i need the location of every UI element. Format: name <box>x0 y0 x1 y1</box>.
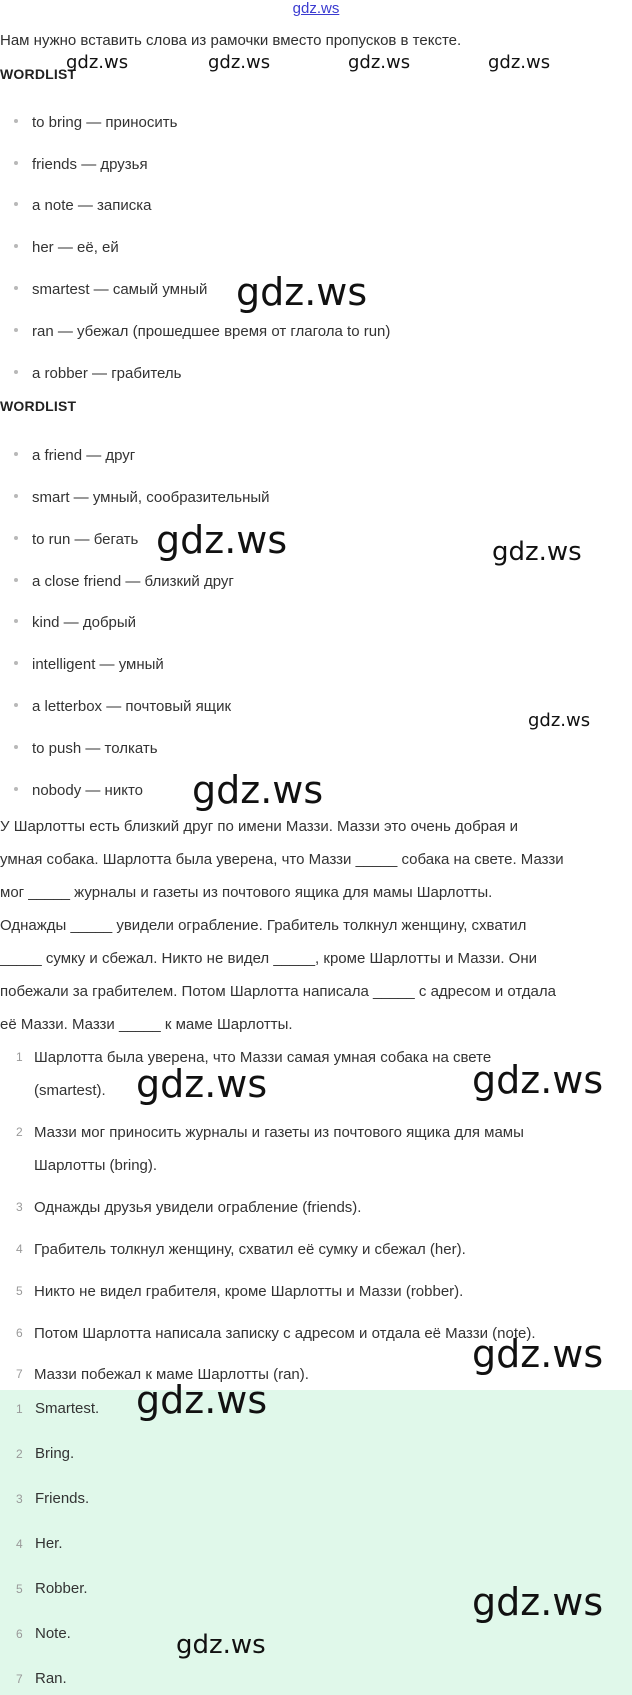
bullet-icon <box>14 745 18 749</box>
bullet-icon <box>14 494 18 498</box>
watermark: gdz.ws <box>66 52 129 73</box>
numbered-item <box>0 1275 610 1308</box>
answer-text: Note. <box>35 1625 71 1642</box>
item-text: (smartest). <box>34 1082 106 1099</box>
paragraph-line: Однажды _____ увидели ограбление. Грабитель толкнул женщину, схватил <box>0 917 527 934</box>
answer-text: Ran. <box>35 1670 67 1687</box>
bullet-icon <box>14 119 18 123</box>
answer-text: Her. <box>35 1535 63 1552</box>
watermark: gdz.ws <box>176 1630 266 1660</box>
answers-panel <box>0 1390 632 1695</box>
item-number: 1 <box>16 1050 23 1064</box>
watermark: gdz.ws <box>348 52 411 73</box>
wordlist-2-item: kind — добрый <box>14 614 136 631</box>
answer-number: 7 <box>16 1672 23 1686</box>
answer-text: Smartest. <box>35 1400 100 1417</box>
intro-text: Нам нужно вставить слова из рамочки вместо пропусков в тексте. <box>0 32 462 49</box>
item-number: 4 <box>16 1242 23 1256</box>
bullet-icon <box>14 619 18 623</box>
paragraph-line: У Шарлотты есть близкий друг по имени Маззи. Маззи это очень добрая и <box>0 818 519 835</box>
site-header-link[interactable]: gdz.ws <box>292 0 340 17</box>
watermark: gdz.ws <box>136 1378 268 1422</box>
answer-number: 2 <box>16 1447 23 1461</box>
item-text: Никто не видел грабителя, кроме Шарлотты и Маззи (robber). <box>34 1283 464 1300</box>
bullet-icon <box>14 370 18 374</box>
item-text: Шарлотты (bring). <box>34 1157 158 1174</box>
watermark: gdz.ws <box>472 1058 604 1102</box>
bullet-icon <box>14 202 18 206</box>
answer-number: 3 <box>16 1492 23 1506</box>
item-number: 5 <box>16 1284 23 1298</box>
answer-text: Robber. <box>35 1580 88 1597</box>
bullet-icon <box>14 703 18 707</box>
item-text: Однажды друзья увидели ограбление (friends). <box>34 1199 362 1216</box>
bullet-icon <box>14 787 18 791</box>
wordlist-2-item: a friend — друг <box>14 447 135 464</box>
item-number: 2 <box>16 1125 23 1139</box>
wordlist-1-item: smartest — самый умный <box>14 281 207 298</box>
wordlist-1-item: her — её, ей <box>14 239 119 256</box>
wordlist-2-item: a letterbox — почтовый ящик <box>14 698 231 715</box>
numbered-item <box>0 1116 610 1182</box>
bullet-icon <box>14 661 18 665</box>
wordlist-1-title: WORDLIST <box>0 66 77 82</box>
paragraph-line: умная собака. Шарлотта была уверена, что Маззи _____ собака на свете. Маззи <box>0 851 564 868</box>
answer-text: Bring. <box>35 1445 75 1462</box>
wordlist-2-item: nobody — никто <box>14 782 143 799</box>
watermark: gdz.ws <box>236 270 368 314</box>
paragraph-line: _____ сумку и сбежал. Никто не видел _____, кроме Шарлотты и Маззи. Они <box>0 950 538 967</box>
bullet-icon <box>14 536 18 540</box>
wordlist-1-item: friends — друзья <box>14 156 148 173</box>
answer-text: Friends. <box>35 1490 90 1507</box>
bullet-icon <box>14 286 18 290</box>
watermark: gdz.ws <box>528 710 591 731</box>
wordlist-2-title: WORDLIST <box>0 398 77 414</box>
item-text: Грабитель толкнул женщину, схватил её сумку и сбежал (her). <box>34 1241 466 1258</box>
bullet-icon <box>14 452 18 456</box>
bullet-icon <box>14 161 18 165</box>
answer-number: 4 <box>16 1537 23 1551</box>
wordlist-2-item: to push — толкать <box>14 740 158 757</box>
paragraph-line: побежали за грабителем. Потом Шарлотта написала _____ с адресом и отдала <box>0 983 556 1000</box>
item-text: Шарлотта была уверена, что Маззи самая умная собака на свете <box>34 1049 492 1066</box>
bullet-icon <box>14 328 18 332</box>
watermark: gdz.ws <box>472 1580 604 1624</box>
watermark: gdz.ws <box>136 1062 268 1106</box>
answer-number: 5 <box>16 1582 23 1596</box>
item-text: Маззи побежал к маме Шарлотты (ran). <box>34 1366 309 1383</box>
item-text: Потом Шарлотта написала записку с адресом и отдала её Маззи (note). <box>34 1325 536 1342</box>
item-number: 7 <box>16 1367 23 1381</box>
answer-number: 6 <box>16 1627 23 1641</box>
wordlist-2-item: smart — умный, сообразительный <box>14 489 270 506</box>
wordlist-1-item: a robber — грабитель <box>14 365 181 382</box>
watermark: gdz.ws <box>192 768 324 812</box>
watermark: gdz.ws <box>488 52 551 73</box>
paragraph-line: мог _____ журналы и газеты из почтового ящика для мамы Шарлотты. <box>0 884 493 901</box>
exercise-paragraph <box>0 810 628 1041</box>
item-number: 3 <box>16 1200 23 1214</box>
watermark: gdz.ws <box>208 52 271 73</box>
watermark: gdz.ws <box>156 518 288 562</box>
answer-number: 1 <box>16 1402 23 1416</box>
wordlist-1-item: a note — записка <box>14 197 152 214</box>
wordlist-1-item: to bring — приносить <box>14 114 177 131</box>
item-text: Маззи мог приносить журналы и газеты из почтового ящика для мамы <box>34 1124 524 1141</box>
numbered-item <box>0 1233 610 1266</box>
item-number: 6 <box>16 1326 23 1340</box>
wordlist-2-item: to run — бегать <box>14 531 138 548</box>
bullet-icon <box>14 244 18 248</box>
wordlist-1-item: ran — убежал (прошедшее время от глагола to run) <box>14 323 390 340</box>
bullet-icon <box>14 578 18 582</box>
wordlist-2-item: a close friend — близкий друг <box>14 573 234 590</box>
wordlist-2-item: intelligent — умный <box>14 656 164 673</box>
numbered-item <box>0 1191 610 1224</box>
watermark: gdz.ws <box>472 1332 604 1376</box>
paragraph-line: её Маззи. Маззи _____ к маме Шарлотты. <box>0 1016 293 1033</box>
watermark: gdz.ws <box>492 537 582 567</box>
